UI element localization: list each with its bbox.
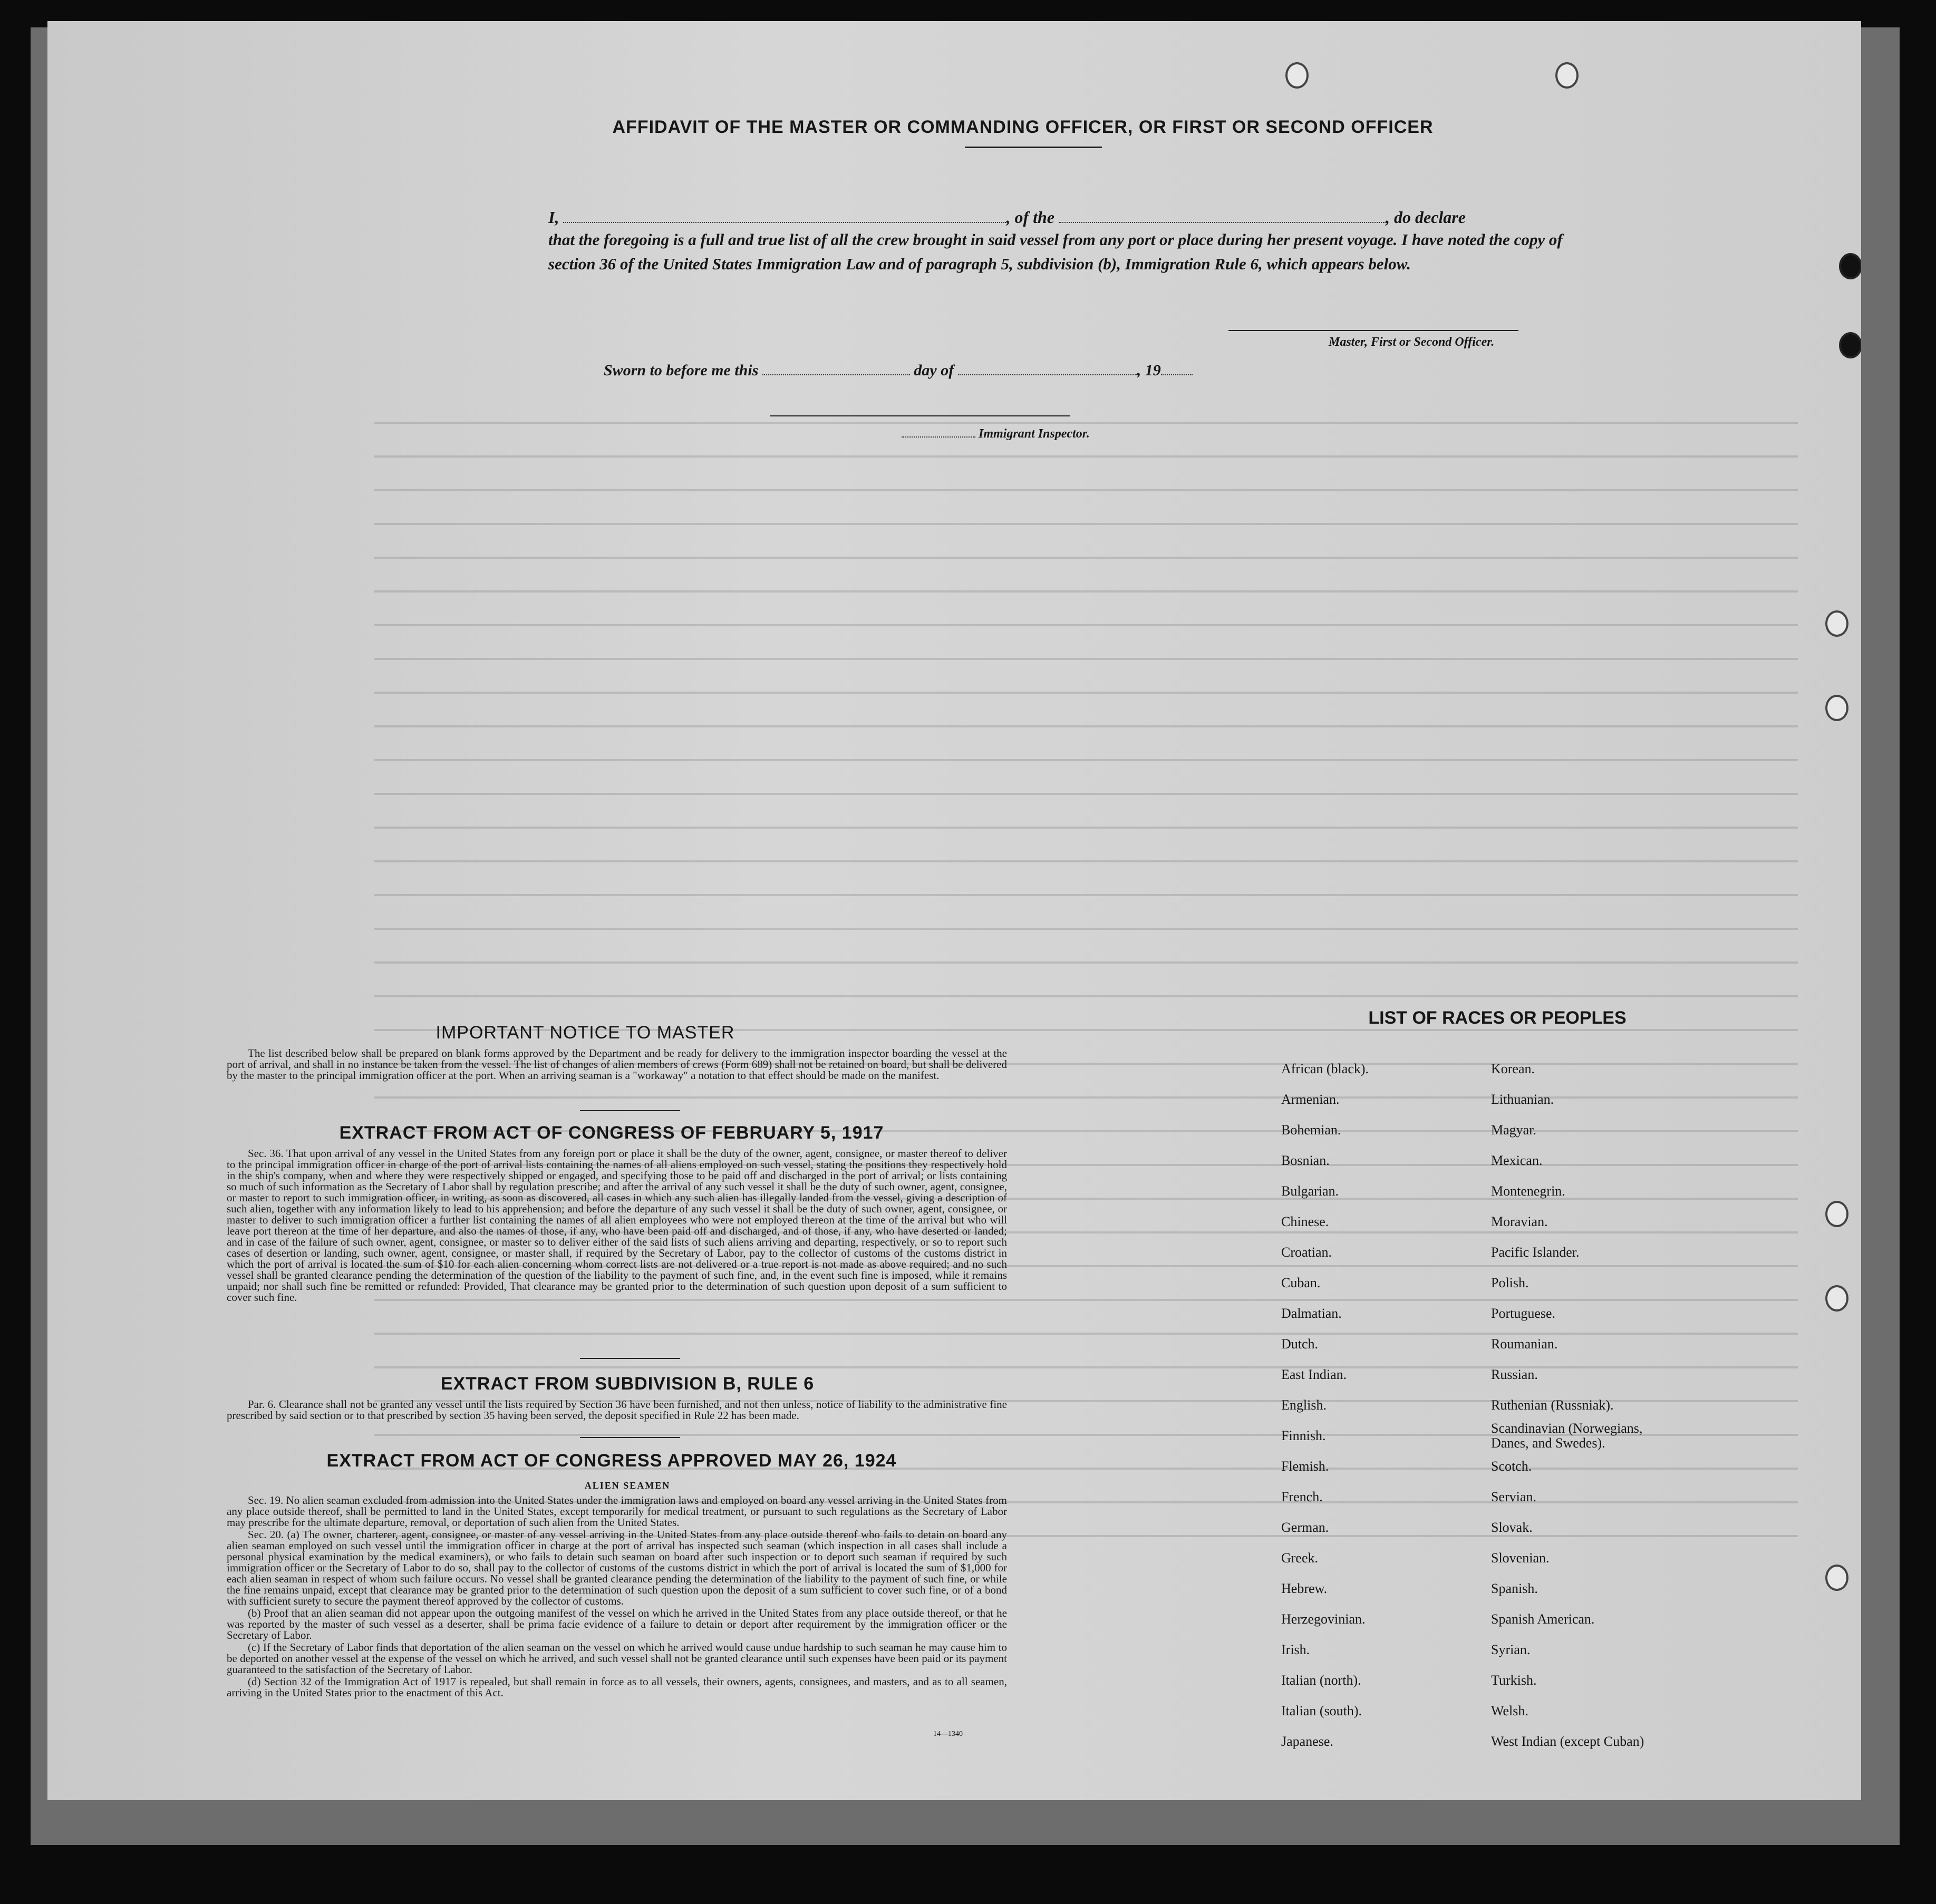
vessel-blank <box>1059 209 1386 223</box>
race-item: Irish. <box>1281 1642 1310 1657</box>
race-item: Greek. <box>1281 1550 1319 1566</box>
alien-seamen-subtitle: ALIEN SEAMEN <box>584 1480 671 1491</box>
race-item: Polish. <box>1491 1275 1529 1290</box>
race-item: Bohemian. <box>1281 1122 1341 1138</box>
race-item: Pacific Islander. <box>1491 1245 1580 1260</box>
race-item: Armenian. <box>1281 1092 1340 1107</box>
race-item: Flemish. <box>1281 1459 1329 1474</box>
affidavit-of-the: , of the <box>1006 208 1054 227</box>
race-item: Montenegrin. <box>1491 1183 1565 1199</box>
month-blank <box>958 362 1137 375</box>
races-title: LIST OF RACES OR PEOPLES <box>1368 1008 1627 1028</box>
inspector-caption-text: Immigrant Inspector. <box>979 427 1090 441</box>
punch-hole <box>1825 1565 1848 1591</box>
race-item: Scandinavian (Norwegians, Danes, and Swedes). <box>1491 1421 1643 1451</box>
race-item: Croatian. <box>1281 1245 1332 1260</box>
race-item: Portuguese. <box>1491 1306 1556 1321</box>
inspector-caption <box>902 427 1090 441</box>
inspector-line <box>770 415 1070 416</box>
extract-1924-sec19: Sec. 19. No alien seaman excluded from admission into the United States under the immigration laws and employed on board any vessel arriving in the United States from any place outside thereof, shall be permitted to land in the United States, except temporarily for medical treatment, or pursuant to such regulations as the Secretary of Labor may prescribe for the ultimate departure, removal, or deportation of such alien from the United States. <box>227 1494 1007 1529</box>
year-prefix: , 19 <box>1137 362 1161 379</box>
day-of: day of <box>914 362 954 379</box>
day-blank <box>762 362 910 375</box>
punch-hole <box>1555 62 1579 89</box>
signature-caption: Master, First or Second Officer. <box>1329 335 1495 349</box>
section-rule <box>580 1437 680 1438</box>
extract-1917-title: EXTRACT FROM ACT OF CONGRESS OF FEBRUARY 5, 1917 <box>339 1123 884 1143</box>
punch-hole <box>1825 1285 1848 1312</box>
race-item: Ruthenian (Russniak). <box>1491 1397 1614 1413</box>
section-rule <box>580 1110 680 1111</box>
race-item: African (black). <box>1281 1061 1369 1076</box>
race-item: Russian. <box>1491 1367 1538 1382</box>
punch-hole <box>1825 610 1848 637</box>
race-item: Chinese. <box>1281 1214 1329 1229</box>
race-item: Lithuanian. <box>1491 1092 1554 1107</box>
race-item: Slovak. <box>1491 1520 1533 1535</box>
affidavit-declare: , do declare <box>1386 208 1466 227</box>
affidavit-declaration-line <box>548 208 1466 227</box>
race-item: Spanish. <box>1491 1581 1538 1596</box>
race-item: Magyar. <box>1491 1122 1536 1138</box>
notice-text: The list described below shall be prepared on blank forms approved by the Department and be ready for delivery to the immigration inspector boarding the vessel at the port of arrival, and shall in no instance be taken from the vessel. The list of changes of alien members of crews (Form 689) shall not be retained on board, but shall be delivered by the master to the principal immigration officer at the port. When an arriving seaman is a "workaway" a notation to that effect should be made on the manifest. <box>227 1047 1007 1082</box>
race-item: West Indian (except Cuban) <box>1491 1734 1644 1749</box>
race-item: Roumanian. <box>1491 1336 1558 1352</box>
race-item: Italian (north). <box>1281 1673 1361 1688</box>
section-rule <box>580 1358 680 1359</box>
punch-hole <box>1839 332 1861 358</box>
race-item: Slovenian. <box>1491 1550 1550 1566</box>
race-item: German. <box>1281 1520 1329 1535</box>
race-item: Turkish. <box>1491 1673 1537 1688</box>
race-item: Italian (south). <box>1281 1703 1362 1718</box>
race-item: Korean. <box>1491 1061 1535 1076</box>
punch-hole <box>1825 695 1848 721</box>
affidavit-i: I, <box>548 208 559 227</box>
race-item: Syrian. <box>1491 1642 1531 1657</box>
form-number: 14—1340 <box>933 1730 963 1738</box>
year-blank <box>1161 362 1193 375</box>
affidavit-body: that the foregoing is a full and true list of all the crew brought in said vessel from any port or place during her present voyage. I have noted the copy of section 36 of the United States Immigration Law and of paragraph 5, subdivision (b), Immigration Rule 6, which appears below. <box>548 230 1563 273</box>
affidavit-title: AFFIDAVIT OF THE MASTER OR COMMANDING OFFICER, OR FIRST OR SECOND OFFICER <box>612 117 1434 137</box>
punch-hole <box>1285 62 1309 89</box>
signature-line <box>1228 330 1518 331</box>
extract-1917-text: Sec. 36. That upon arrival of any vessel in the United States from any foreign port or place it shall be the duty of the owner, agent, consignee, or master thereof to deliver to the principal immigration officer in charge of the port of arrival lists containing the names of all aliens employed on such vessel, stating the positions they respectively hold in the ship's company, when and where they were respectively shipped or engaged, and specifying those to be paid off and discharged in the port of arrival; or lists containing so much of such information as the Secretary of Labor shall by regulation prescribe; and after the arrival of any such vessel it shall be the duty of such owner, agent, consignee, or master to report to such immigration officer, in writing, as soon as discovered, all cases in which any such alien has illegally landed from the vessel, giving a description of such alien, together with any information likely to lead to his apprehension; and before the departure of any such vessel it shall be the duty of such owner, agent, consignee, or master to deliver to such immigration officer a further list containing the names of all alien employees who were not employed thereon at the time of the arrival but who will leave port thereon at the time of her departure, and also the names of those, if any, who have been paid off and discharged, and of those, if any, who have deserted or landed; and in case of the failure of such owner, agent, consignee, or master so to deliver either of the said lists of such aliens arriving and departing, respectively, or so to report such cases of desertion or landing, such owner, agent, consignee, or master shall, if required by the Secretary of Labor, pay to the collector of customs of the customs district in which the port of arrival is located the sum of $10 for each alien concerning whom correct lists are not delivered or a true report is not made as above required; and no such vessel shall be granted clearance pending the determination of the question of the liability to the payment of such fine, and, in the event such fine is imposed, while it remains unpaid; nor shall such fine be remitted or refunded: Provided, That clearance may be granted prior to the determination of such question upon deposit of a sum sufficient to cover such fine. <box>227 1147 1007 1304</box>
punch-hole <box>1825 1201 1848 1227</box>
race-item: Bosnian. <box>1281 1153 1330 1168</box>
race-item: Spanish American. <box>1491 1611 1595 1627</box>
race-item: Scotch. <box>1491 1459 1532 1474</box>
extract-1924-text <box>227 1495 1007 1699</box>
race-item: East Indian. <box>1281 1367 1347 1382</box>
extract-1924-sec20a: Sec. 20. (a) The owner, charterer, agent, consignee, or master of any vessel arriving in the United States from any place outside thereof who fails to detain on board any alien seaman employed on such vessel until the immigration officer in charge at the port of arrival has inspected such seaman (which inspection in all cases shall include a personal physical examination by the medical examiners), or who fails to detain such seaman on board after such inspection or to deport such seaman if required by such immigration officer or the Secretary of Labor to do so, shall pay to the collector of customs of the customs district in which the port of arrival is located the sum of $1,000 for each alien seaman in respect of whom such failure occurs. No vessel shall be granted clearance pending the determination of the liability to the payment of such fine, or while the fine remains unpaid, except that clearance may be granted prior to the determination of such question upon the deposit of a sum sufficient to cover such fine, or of a bond with sufficient surety to secure the payment thereof approved by the collector of customs. <box>227 1528 1007 1607</box>
race-item: Cuban. <box>1281 1275 1321 1290</box>
race-item: Dutch. <box>1281 1336 1319 1352</box>
race-item: Mexican. <box>1491 1153 1543 1168</box>
race-item: English. <box>1281 1397 1327 1413</box>
race-item: Servian. <box>1491 1489 1536 1504</box>
race-item: Welsh. <box>1491 1703 1528 1718</box>
extract-rule6-title: EXTRACT FROM SUBDIVISION B, RULE 6 <box>440 1374 815 1394</box>
punch-hole <box>1839 253 1861 279</box>
manifest-page <box>47 21 1861 1800</box>
race-item: Japanese. <box>1281 1734 1333 1749</box>
race-item: French. <box>1281 1489 1323 1504</box>
sworn-prefix: Sworn to before me this <box>604 362 759 379</box>
extract-1924-sec20d: (d) Section 32 of the Immigration Act of 1917 is repealed, but shall remain in force as to all vessels, their owners, agents, consignees, and masters, and as to all seamen, arriving in the United States prior to the enactment of this Act. <box>227 1675 1007 1699</box>
title-rule <box>965 147 1102 148</box>
extract-rule6-text: Par. 6. Clearance shall not be granted any vessel until the lists required by Section 36 have been furnished, and not then unless, notice of liability to the administrative fine prescribed by said section or to that prescribed by section 35 having been served, the deposit specified in Rule 22 has been made. <box>227 1398 1007 1422</box>
race-item: Moravian. <box>1491 1214 1548 1229</box>
race-item: Hebrew. <box>1281 1581 1328 1596</box>
extract-1924-sec20c: (c) If the Secretary of Labor finds that deportation of the alien seaman on the vessel on which he arrived would cause undue hardship to such seaman he may cause him to be deported on another vessel at the expense of the vessel on which he arrived, and such vessel shall not be granted clearance until such expenses have been paid or its payment guaranteed to the satisfaction of the Secretary of Labor. <box>227 1641 1007 1676</box>
notice-title: IMPORTANT NOTICE TO MASTER <box>435 1023 735 1043</box>
name-blank <box>563 209 1006 223</box>
extract-1924-sec20b: (b) Proof that an alien seaman did not appear upon the outgoing manifest of the vessel on which he arrived in the United States from any place outside thereof, or that he was reported by the master of such vessel as a deserter, shall be prima facie evidence of a failure to detain or deport after requirement by the immigration officer or the Secretary of Labor. <box>227 1607 1007 1641</box>
race-item: Bulgarian. <box>1281 1183 1339 1199</box>
race-item: Dalmatian. <box>1281 1306 1342 1321</box>
inspector-blank <box>902 429 975 438</box>
extract-1924-title: EXTRACT FROM ACT OF CONGRESS APPROVED MAY 26, 1924 <box>326 1451 897 1471</box>
sworn-line <box>604 362 1193 380</box>
race-item: Finnish. <box>1281 1428 1326 1443</box>
race-item: Herzegovinian. <box>1281 1611 1366 1627</box>
